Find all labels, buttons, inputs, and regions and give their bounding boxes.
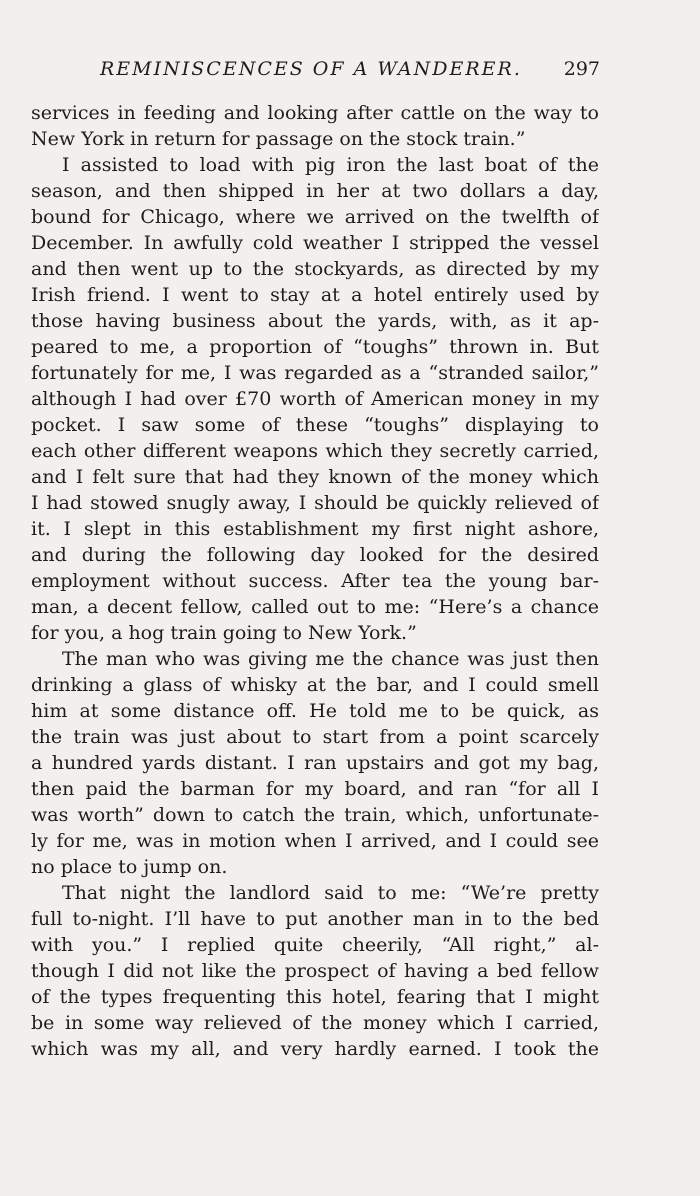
text-line: of the types frequenting this hotel, fearing that I might — [31, 986, 599, 1008]
text-line: full to-night. I’ll have to put another man in to the bed — [31, 908, 599, 930]
text-line: no place to jump on. — [31, 856, 228, 878]
text-line: a hundred yards distant. I ran upstairs and got my bag, — [31, 752, 599, 774]
text-line: bound for Chicago, where we arrived on the twelfth of — [31, 206, 599, 228]
running-head — [100, 58, 600, 82]
text-line: the train was just about to start from a point scarcely — [31, 726, 599, 748]
text-line: That night the landlord said to me: “We’re pretty — [62, 882, 599, 904]
text-line: Irish friend. I went to stay at a hotel entirely used by — [31, 284, 599, 306]
text-line: each other different weapons which they secretly carried, — [31, 440, 599, 462]
text-line: and then went up to the stockyards, as directed by my — [31, 258, 599, 280]
body-text — [31, 100, 599, 1062]
text-line: although I had over £70 worth of American money in my — [31, 388, 599, 410]
text-line: with you.” I replied quite cheerily, “All right,” al- — [31, 934, 599, 956]
text-line: season, and then shipped in her at two dollars a day, — [31, 180, 599, 202]
paragraph — [31, 100, 599, 152]
text-line: ly for me, was in motion when I arrived, and I could see — [31, 830, 599, 852]
text-line: him at some distance off. He told me to be quick, as — [31, 700, 599, 722]
page-number: 297 — [563, 58, 600, 80]
text-line: it. I slept in this establishment my first night ashore, — [31, 518, 599, 540]
text-line: and during the following day looked for the desired — [31, 544, 599, 566]
text-line: man, a decent fellow, called out to me: “Here’s a chance — [31, 596, 599, 618]
text-line: which was my all, and very hardly earned. I took the — [31, 1038, 599, 1060]
paragraph — [31, 152, 599, 646]
text-line: be in some way relieved of the money which I carried, — [31, 1012, 599, 1034]
text-line: The man who was giving me the chance was just then — [62, 648, 599, 670]
running-title: REMINISCENCES OF A WANDERER. — [100, 58, 522, 80]
text-line: drinking a glass of whisky at the bar, and I could smell — [31, 674, 599, 696]
text-line: those having business about the yards, with, as it ap- — [31, 310, 599, 332]
text-line: services in feeding and looking after cattle on the way to — [31, 102, 599, 124]
text-line: though I did not like the prospect of having a bed fellow — [31, 960, 599, 982]
paragraph — [31, 880, 599, 1062]
text-line: employment without success. After tea the young bar- — [31, 570, 599, 592]
text-line: was worth” down to catch the train, which, unfortunate- — [31, 804, 599, 826]
text-line: New York in return for passage on the stock train.” — [31, 128, 526, 150]
text-line: and I felt sure that had they known of the money which — [31, 466, 599, 488]
text-line: I assisted to load with pig iron the last boat of the — [62, 154, 599, 176]
paragraph — [31, 646, 599, 880]
text-line: December. In awfully cold weather I stripped the vessel — [31, 232, 599, 254]
text-line: fortunately for me, I was regarded as a “stranded sailor,” — [31, 362, 599, 384]
text-line: pocket. I saw some of these “toughs” displaying to — [31, 414, 599, 436]
text-line: for you, a hog train going to New York.” — [31, 622, 417, 644]
text-line: peared to me, a proportion of “toughs” thrown in. But — [31, 336, 599, 358]
text-line: then paid the barman for my board, and ran “for all I — [31, 778, 599, 800]
text-line: I had stowed snugly away, I should be quickly relieved of — [31, 492, 599, 514]
